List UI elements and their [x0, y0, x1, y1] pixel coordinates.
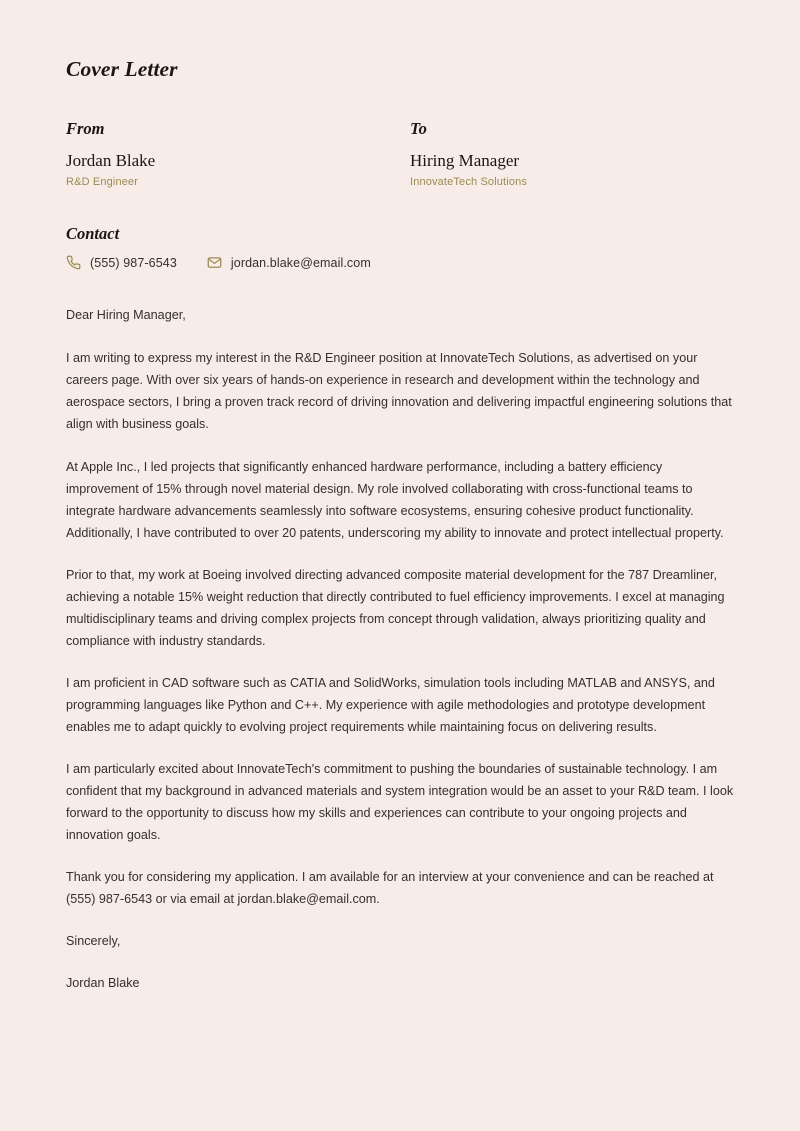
address-row — [66, 120, 734, 190]
to-heading: To — [410, 118, 427, 138]
contact-items — [66, 255, 734, 270]
phone-icon — [66, 255, 81, 270]
letter-paragraph: I am writing to express my interest in the R&D Engineer position at InnovateTech Solutions, as advertised on your careers page. With over six years of hands-on experience in research and development within the technology and aerospace sectors, I bring a proven track record of driving innovation and delivering impactful engineering solutions that align with business goals. — [66, 351, 732, 432]
phone-text: (555) 987-6543 — [90, 255, 177, 270]
from-heading: From — [66, 118, 105, 138]
salutation: Dear Hiring Manager, — [66, 308, 186, 323]
envelope-icon — [207, 255, 222, 270]
to-subtitle: InnovateTech Solutions — [410, 176, 528, 189]
from-subtitle: R&D Engineer — [66, 176, 139, 189]
email-text: jordan.blake@email.com — [230, 255, 371, 270]
letter-paragraph: I am particularly excited about InnovateTech's commitment to pushing the boundaries of sustainable technology. I am confident that my background in advanced materials and system integration would be an asset to your R&D team. I look forward to the opportunity to discuss how my skills and experiences can contribute to your ongoing projects and innovation goals. — [66, 761, 734, 842]
contact-block — [66, 225, 734, 270]
to-name: Hiring Manager — [410, 150, 520, 170]
signature-name: Jordan Blake — [66, 976, 140, 991]
contact-phone[interactable] — [66, 255, 177, 270]
letter-paragraph: Prior to that, my work at Boeing involved directing advanced composite material development for the 787 Dreamliner, achieving a notable 15% weight reduction that directly contributed to fuel efficiency improvements. I excel at managing multidisciplinary teams and driving complex projects from concept through validation, always prioritizing quality and compliance with industry standards. — [66, 567, 725, 648]
closing-line: Sincerely, — [66, 934, 121, 949]
letter-paragraph: Thank you for considering my application. I am available for an interview at your convenience and can be reached at (555) 987-6543 or via email at jordan.blake@email.com. — [66, 869, 714, 907]
letter-paragraph: I am proficient in CAD software such as CATIA and SolidWorks, simulation tools including MATLAB and ANSYS, and programming languages like Python and C++. My experience with agile methodologies and prototype development enables me to adapt quickly to evolving project requirements while maintaining focus on delivering results. — [66, 675, 715, 734]
from-block — [66, 120, 400, 190]
contact-email[interactable] — [207, 255, 371, 270]
contact-heading: Contact — [66, 224, 120, 244]
from-name: Jordan Blake — [66, 150, 156, 170]
letter-body — [66, 304, 734, 994]
to-block — [400, 120, 734, 190]
page-title: Cover Letter — [66, 57, 178, 81]
letter-paragraph: At Apple Inc., I led projects that significantly enhanced hardware performance, including a battery efficiency improvement of 15% through novel material design. My role involved collaborating with cross-functional teams to integrate hardware advancements seamlessly into software ecosystems, ensuring cohesive product functionality. Additionally, I have contributed to over 20 patents, underscoring my ability to innovate and protect intellectual property. — [66, 459, 724, 540]
